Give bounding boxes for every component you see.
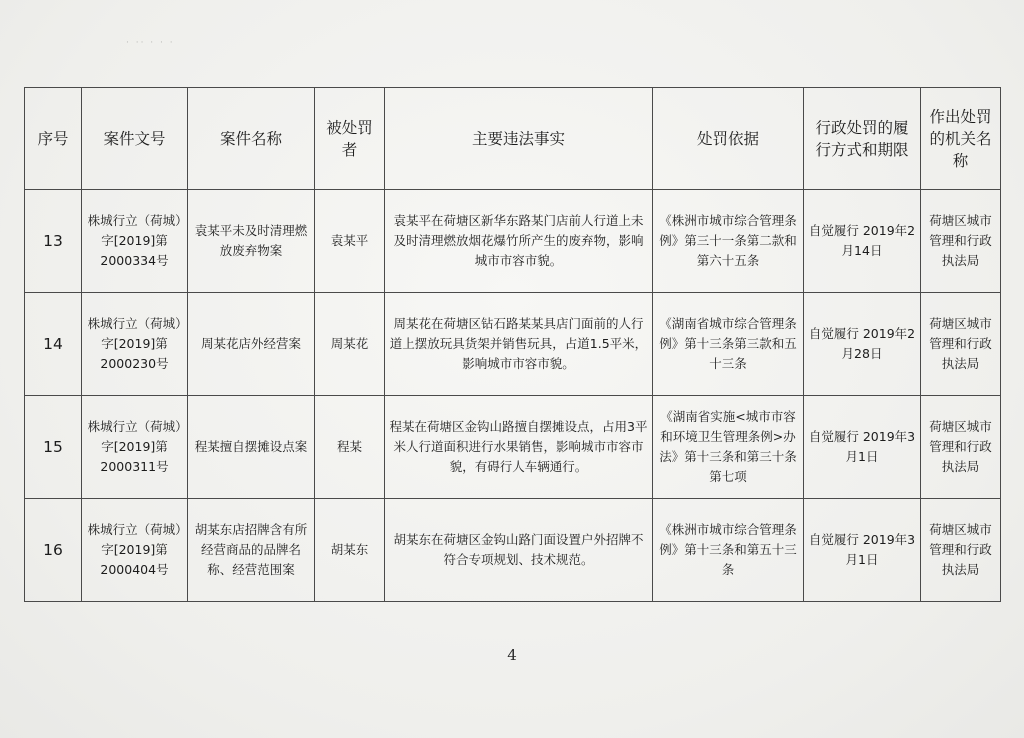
header-facts: 主要违法事实 (385, 88, 653, 190)
header-doc-no: 案件文号 (82, 88, 188, 190)
cell-doc-no: 株城行立（荷城）字[2019]第2000230号 (82, 293, 188, 396)
cell-seq: 16 (25, 499, 82, 602)
table-row (25, 396, 1001, 499)
table-header-row (25, 88, 1001, 190)
cell-party: 胡某东 (315, 499, 385, 602)
cell-basis: 《株洲市城市综合管理条例》第十三条和第五十三条 (653, 499, 804, 602)
cell-facts: 袁某平在荷塘区新华东路某门店前人行道上未及时清理燃放烟花爆竹所产生的废弃物，影响城市市容市貌。 (385, 190, 653, 293)
cell-basis: 《株洲市城市综合管理条例》第三十一条第二款和第六十五条 (653, 190, 804, 293)
cell-execution: 自觉履行 2019年3月1日 (804, 499, 921, 602)
cell-authority: 荷塘区城市管理和行政执法局 (921, 396, 1001, 499)
cell-seq: 15 (25, 396, 82, 499)
cell-authority: 荷塘区城市管理和行政执法局 (921, 190, 1001, 293)
cell-doc-no: 株城行立（荷城）字[2019]第2000334号 (82, 190, 188, 293)
cell-case-name: 胡某东店招牌含有所经营商品的品牌名称、经营范围案 (188, 499, 315, 602)
cell-case-name: 程某擅自摆摊设点案 (188, 396, 315, 499)
header-authority: 作出处罚的机关名称 (921, 88, 1001, 190)
table-row (25, 293, 1001, 396)
scan-smudge: · ·· · · · (126, 38, 175, 48)
cell-party: 袁某平 (315, 190, 385, 293)
cell-basis: 《湖南省城市综合管理条例》第十三条第三款和五十三条 (653, 293, 804, 396)
cell-execution: 自觉履行 2019年2月28日 (804, 293, 921, 396)
cell-execution: 自觉履行 2019年2月14日 (804, 190, 921, 293)
table-row (25, 499, 1001, 602)
cell-execution: 自觉履行 2019年3月1日 (804, 396, 921, 499)
cell-party: 程某 (315, 396, 385, 499)
cell-authority: 荷塘区城市管理和行政执法局 (921, 293, 1001, 396)
page-number: 4 (507, 646, 517, 664)
cell-case-name: 周某花店外经营案 (188, 293, 315, 396)
cell-case-name: 袁某平未及时清理燃放废弃物案 (188, 190, 315, 293)
cell-party: 周某花 (315, 293, 385, 396)
cell-facts: 周某花在荷塘区钻石路某某具店门面前的人行道上摆放玩具货架并销售玩具，占道1.5平米，影响城市市容市貌。 (385, 293, 653, 396)
table-row (25, 190, 1001, 293)
header-execution: 行政处罚的履行方式和期限 (804, 88, 921, 190)
cell-seq: 14 (25, 293, 82, 396)
penalty-table-container (24, 87, 1000, 602)
header-basis: 处罚依据 (653, 88, 804, 190)
cell-authority: 荷塘区城市管理和行政执法局 (921, 499, 1001, 602)
cell-facts: 程某在荷塘区金钩山路擅自摆摊设点，占用3平米人行道面积进行水果销售，影响城市市容市貌，有碍行人车辆通行。 (385, 396, 653, 499)
cell-facts: 胡某东在荷塘区金钩山路门面设置户外招牌不符合专项规划、技术规范。 (385, 499, 653, 602)
cell-doc-no: 株城行立（荷城）字[2019]第2000404号 (82, 499, 188, 602)
header-party: 被处罚者 (315, 88, 385, 190)
cell-seq: 13 (25, 190, 82, 293)
header-case-name: 案件名称 (188, 88, 315, 190)
cell-doc-no: 株城行立（荷城）字[2019]第2000311号 (82, 396, 188, 499)
penalty-table (24, 87, 1001, 602)
cell-basis: 《湖南省实施<城市市容和环境卫生管理条例>办法》第十三条和第三十条第七项 (653, 396, 804, 499)
header-seq: 序号 (25, 88, 82, 190)
